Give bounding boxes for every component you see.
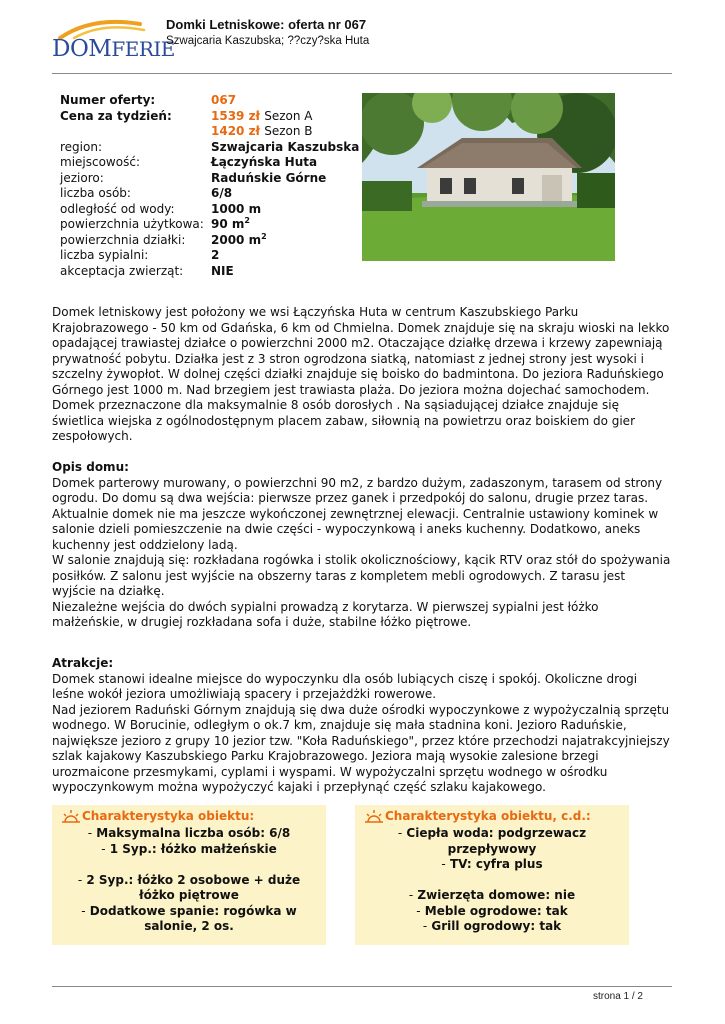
feature-max-persons: - Maksymalna liczba osób: 6/8	[87, 826, 291, 840]
pets-value: NIE	[211, 263, 234, 278]
usable-area-sup: 2	[244, 216, 250, 225]
bedrooms-value: 2	[211, 248, 220, 262]
distance-label: odległość od wody:	[60, 201, 175, 216]
features-box-right-title: Charakterystyka obiektu, c.d.:	[365, 809, 591, 823]
region-value: Szwajcaria Kaszubska	[211, 139, 360, 154]
distance-value: 1000 m	[211, 201, 262, 216]
feature-bedroom-1: - 1 Syp.: łóżko małżeńskie	[101, 841, 277, 856]
description-section	[52, 305, 672, 445]
sun-icon	[365, 809, 383, 823]
town-label: miejscowość:	[60, 155, 140, 169]
persons-label: liczba osób:	[60, 186, 131, 200]
feature-hot-water: - Ciepła woda: podgrzewacz przepływowy	[397, 826, 587, 856]
header-divider	[52, 73, 672, 74]
attractions-paragraph-1: Domek stanowi idealne miejsce do wypoczynku dla osób lubiących ciszę i spokój. Okoliczne drogi leśne wokół jeziora umożliwiają spacery i przejażdżki rowerowe.	[52, 671, 638, 701]
feature-grill: - Grill ogrodowy: tak	[422, 919, 562, 933]
feature-tv: - TV: cyfra plus	[441, 857, 543, 871]
price-b-value: 1420 zł	[211, 124, 261, 138]
price-a-value: 1539 zł	[211, 108, 261, 123]
page-number: strona 1 / 2	[592, 991, 643, 1002]
house-paragraph-2: W salonie znajdują się: rozkładana rogówka i stolik okolicznościowy, kącik RTV oraz stół do spożywania posiłków. Z salonu jest wyjście na obszerny taras z kompletem mebli ogrodowych. Z tarasu jest wyjście na działkę.	[52, 553, 671, 598]
lake-value: Raduńskie Górne	[211, 170, 327, 185]
house-heading: Opis domu:	[52, 460, 129, 474]
plot-area-sup: 2	[261, 231, 267, 241]
document-subtitle: Szwajcaria Kaszubska; ??czy?ska Huta	[166, 35, 370, 47]
house-section	[52, 460, 672, 631]
bedrooms-label: liczba sypialni:	[60, 248, 149, 262]
plot-area-value: 2000 m	[211, 232, 262, 247]
plot-area-label: powierzchnia działki:	[60, 232, 186, 247]
attractions-paragraph-2: Nad jeziorem Raduński Górnym znajdują się dwa duże ośrodki wypoczynkowe z wypożyczalnią sprzętu wodnego. W Borucinie, odległym o ok.7 km, znajduje się mała stadnina koni. Jezioro Raduńskie, największe jezioro z grupy 10 jezior tzw. "Koła Raduńskiego", przez które przechodzi najatrakcyjniejszy szlak kajakowy Kaszubskiego Parku Krajobrazowego. Jeziora mają wysokie zalesione brzegi urozmaicone przesmykami, cyplami i wyspami. W wypożyczalni sprzętu wodnego w ośrodku wypoczynkowym można wypożyczyć kajaki i przepłynąć część szlaku kajakowego.	[52, 702, 670, 794]
house-paragraph-3: Niezależne wejścia do dwóch sypialni prowadzą z korytarza. W pierwszej sypialni jest łóżko małżeńskie, w drugiej rozkładana sofa i duże, stabilne łóżko piętrowe.	[52, 599, 599, 629]
page-header	[0, 0, 725, 75]
price-label: Cena za tydzień:	[60, 108, 172, 123]
feature-pets: - Zwierzęta domowe: nie	[408, 888, 576, 902]
usable-area-value: 90 m	[211, 217, 245, 231]
description-paragraph: Domek letniskowy jest położony we wsi Łączyńska Huta w centrum Kaszubskiego Parku Krajobrazowego - 50 km od Gdańska, 6 km od Chmielna. Domek znajduje się na skraju wioski na lekko opadającej trawiastej działce o powierzchni 2000 m2. Otaczające działkę drzewa i krzewy zapewniają prywatność pobytu. Działka jest z 3 stron ogrodzona siatką, natomiast z jednej strony jest wysoki i szczelny żywopłot. W dolnej części działki znajduje się boisko do badmintona. Do jeziora Raduńskiego Górnego jest 1000 m. Nad brzegiem jest trawiasta plaża. Do jeziora można dojechać samochodem. Domek przeznaczone dla maksymalnie 8 osób dorosłych . Na sąsiadującej działce znajduje się świetlica wiejska z ogólnodostępnym placem zabaw, siłownią na powietrzu oraz boiskiem do gier zespołowych.	[52, 305, 670, 443]
attractions-section	[52, 656, 672, 796]
usable-area-label: powierzchnia użytkowa:	[60, 217, 204, 231]
logo-wordmark: DOMFERIE	[52, 36, 175, 62]
season-b-label: Sezon B	[264, 124, 313, 138]
season-a-label: Sezon A	[264, 108, 313, 123]
feature-garden-furniture: - Meble ogrodowe: tak	[416, 903, 568, 918]
footer-divider	[52, 986, 672, 987]
house-paragraph-1: Domek parterowy murowany, o powierzchni 90 m2, z bardzo dużym, zadaszonym, tarasem od strony ogrodu. Do domu są dwa wejścia: pierwsze przez ganek i przedpokój do salonu, drugie przez taras. Aktualnie domek nie ma jeszcze wykończonej zewnętrznej elewacji. Centralnie ustawiony kominek w salonie dzieli pomieszczenie na dwie części - wypoczynkową i aneks kuchenny. Dodatkowo, aneks kuchenny jest oddzielony ladą.	[52, 475, 663, 552]
features-box-right	[355, 805, 629, 945]
domferie-logo[interactable]	[52, 14, 175, 68]
attractions-heading: Atrakcje:	[52, 656, 114, 670]
region-label: region:	[60, 139, 102, 154]
offer-number-value: 067	[211, 93, 237, 107]
house-photo	[362, 93, 615, 261]
features-box-left-title: Charakterystyka obiektu:	[62, 809, 254, 823]
feature-extra-sleeping: - Dodatkowe spanie: rogówka w salonie, 2 os.	[81, 903, 297, 933]
persons-value: 6/8	[211, 186, 233, 200]
offer-number-label: Numer oferty:	[60, 93, 156, 107]
lake-label: jezioro:	[60, 170, 104, 185]
feature-bedroom-2: - 2 Syp.: łóżko 2 osobowe + duże łóżko piętrowe	[77, 872, 301, 902]
pets-label: akceptacja zwierząt:	[60, 263, 184, 278]
sun-icon	[62, 809, 80, 823]
town-value: Łączyńska Huta	[211, 155, 318, 169]
document-title: Domki Letniskowe: oferta nr 067	[166, 17, 367, 32]
features-box-left	[52, 805, 326, 945]
